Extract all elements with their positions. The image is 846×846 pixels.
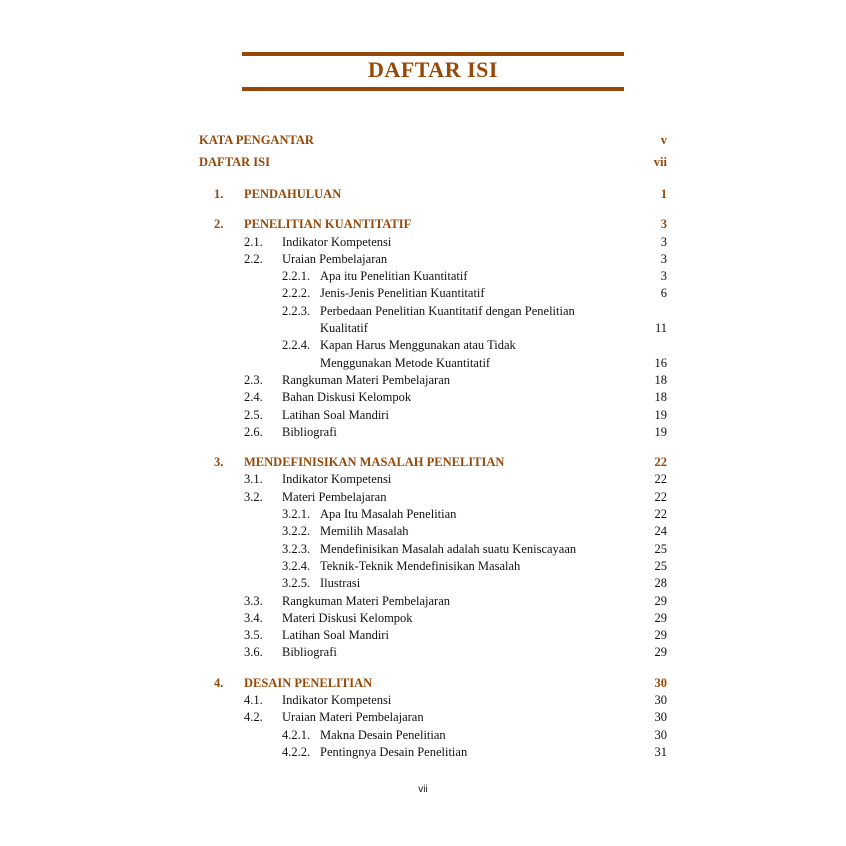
toc-entry-page: 22	[654, 455, 667, 470]
toc-entry-title: Apa Itu Masalah Penelitian	[320, 507, 457, 522]
toc-entry-title: PENDAHULUAN	[244, 187, 342, 201]
toc-entry[interactable]	[199, 355, 667, 372]
toc-entry-page: 1	[660, 187, 667, 201]
toc-entry[interactable]	[199, 407, 667, 424]
toc-entry-page: 29	[654, 628, 667, 643]
toc-entry[interactable]	[199, 727, 667, 744]
toc-entry[interactable]	[199, 692, 667, 709]
toc-entry-number: 3.5.	[244, 628, 263, 643]
toc-entry-title: Apa itu Penelitian Kuantitatif	[320, 269, 468, 284]
toc-entry[interactable]	[199, 523, 667, 540]
toc-entry-title: Menggunakan Metode Kuantitatif	[320, 355, 491, 370]
toc-entry-page: 22	[654, 489, 667, 504]
toc-entry-title: DAFTAR ISI	[199, 155, 270, 169]
toc-entry-page: 25	[654, 541, 667, 556]
toc-entry-page: v	[660, 133, 667, 147]
toc-entry-number: 2.4.	[244, 390, 263, 405]
toc-entry[interactable]	[199, 489, 667, 506]
toc-entry-number: 3.1.	[244, 472, 263, 487]
toc-entry[interactable]	[199, 303, 667, 320]
toc-entry[interactable]	[199, 744, 667, 761]
toc-entry-title: Memilih Masalah	[320, 524, 409, 539]
toc-entry[interactable]	[199, 129, 667, 151]
toc-entry[interactable]	[199, 541, 667, 558]
toc-entry[interactable]	[199, 389, 667, 406]
toc-entry[interactable]	[199, 558, 667, 575]
toc-entry-page: 29	[654, 645, 667, 660]
toc-entry[interactable]	[199, 251, 667, 268]
toc-entry[interactable]	[199, 234, 667, 251]
toc-entry-title: Latihan Soal Mandiri	[282, 628, 389, 643]
toc-entry-number: 2.	[214, 217, 224, 232]
toc-entry-title: Jenis-Jenis Penelitian Kuantitatif	[320, 286, 485, 301]
toc-entry-title: Teknik-Teknik Mendefinisikan Masalah	[320, 558, 521, 573]
toc-entry-number: 3.2.	[244, 489, 263, 504]
title-rule-top	[242, 52, 624, 56]
toc-entry-number: 4.	[214, 675, 224, 690]
toc-entry-number: 2.3.	[244, 372, 263, 387]
toc-entry[interactable]	[199, 506, 667, 523]
toc-entry-number: 2.1.	[244, 234, 263, 249]
toc-entry[interactable]	[199, 709, 667, 726]
toc-entry[interactable]	[199, 627, 667, 644]
toc-entry-page: 6	[660, 286, 667, 301]
toc-entry-title: Rangkuman Materi Pembelajaran	[282, 372, 450, 387]
toc-entry-title: Pentingnya Desain Penelitian	[320, 744, 468, 759]
toc-entry-page: 30	[654, 710, 667, 725]
toc-entry-title: KATA PENGANTAR	[199, 133, 314, 147]
toc-entry-title: Indikator Kompetensi	[282, 693, 392, 708]
toc-entry-page: 16	[654, 355, 667, 370]
toc-entry-number: 3.	[214, 455, 224, 470]
toc-entry-number: 2.6.	[244, 424, 263, 439]
toc-entry-title: Mendefinisikan Masalah adalah suatu Keniscayaan	[320, 541, 577, 556]
toc-entry-title: Indikator Kompetensi	[282, 472, 392, 487]
toc-entry-number: 2.2.	[244, 251, 263, 266]
toc-entry-page: 24	[654, 524, 667, 539]
toc-entry-title: Bahan Diskusi Kelompok	[282, 390, 412, 405]
toc-entry[interactable]	[199, 151, 667, 173]
toc-entry-page: 3	[660, 251, 667, 266]
toc-entry-number: 3.6.	[244, 645, 263, 660]
toc-entry-title: Perbedaan Penelitian Kuantitatif dengan Penelitian	[320, 303, 575, 318]
toc-entry-page: 18	[654, 372, 667, 387]
toc-entry-title: Rangkuman Materi Pembelajaran	[282, 593, 450, 608]
toc-entry[interactable]	[199, 320, 667, 337]
toc-entry-number: 4.2.	[244, 710, 263, 725]
toc-entry[interactable]	[199, 268, 667, 285]
toc-entry-page: 19	[654, 407, 667, 422]
toc-entry-page: 29	[654, 610, 667, 625]
toc-entry-number: 3.2.5.	[282, 576, 311, 591]
table-of-contents	[199, 129, 667, 761]
toc-entry[interactable]	[199, 424, 667, 441]
toc-chapter[interactable]	[199, 675, 667, 692]
toc-entry-page: 28	[654, 576, 667, 591]
toc-entry-page: vii	[653, 155, 667, 169]
toc-entry-number: 3.2.2.	[282, 524, 311, 539]
toc-entry-page: 18	[654, 390, 667, 405]
toc-entry-page: 29	[654, 593, 667, 608]
toc-entry-number: 4.2.1.	[282, 727, 311, 742]
toc-entry-page: 30	[654, 675, 667, 690]
toc-chapter[interactable]	[199, 454, 667, 471]
title-rule-bottom	[242, 87, 624, 91]
toc-entry-page: 22	[654, 507, 667, 522]
toc-entry-number: 2.2.2.	[282, 286, 311, 301]
toc-entry-page: 31	[654, 744, 667, 759]
page-number: vii	[418, 784, 428, 795]
toc-entry-number: 3.3.	[244, 593, 263, 608]
toc-entry-page: 3	[660, 234, 667, 249]
toc-entry-title: Kualitatif	[320, 321, 368, 336]
toc-entry[interactable]	[199, 644, 667, 661]
toc-entry-number: 3.4.	[244, 610, 263, 625]
toc-chapter[interactable]	[199, 216, 667, 233]
toc-entry-title: DESAIN PENELITIAN	[244, 675, 373, 690]
toc-entry[interactable]	[199, 285, 667, 302]
toc-entry-page: 11	[654, 321, 667, 336]
toc-entry-number: 3.2.1.	[282, 507, 311, 522]
toc-entry-title: Latihan Soal Mandiri	[282, 407, 389, 422]
toc-entry-title: MENDEFINISIKAN MASALAH PENELITIAN	[244, 455, 505, 470]
toc-entry-title: Kapan Harus Menggunakan atau Tidak	[320, 338, 516, 353]
toc-entry-title: Materi Pembelajaran	[282, 489, 387, 504]
toc-entry-title: Uraian Materi Pembelajaran	[282, 710, 424, 725]
toc-entry-page: 30	[654, 727, 667, 742]
toc-entry-number: 2.2.3.	[282, 303, 311, 318]
toc-entry-number: 4.2.2.	[282, 744, 311, 759]
toc-entry-page: 25	[654, 558, 667, 573]
toc-chapter[interactable]	[199, 186, 667, 203]
toc-entry-number: 4.1.	[244, 693, 263, 708]
page-title: DAFTAR ISI	[368, 57, 498, 82]
toc-entry-title: Uraian Pembelajaran	[282, 251, 388, 266]
toc-entry-page: 3	[660, 217, 667, 232]
toc-entry-title: Makna Desain Penelitian	[320, 727, 446, 742]
toc-entry-title: Bibliografi	[282, 424, 337, 439]
toc-entry[interactable]	[199, 593, 667, 610]
toc-entry-number: 3.2.3.	[282, 541, 311, 556]
toc-entry-page: 19	[654, 424, 667, 439]
toc-entry[interactable]	[199, 610, 667, 627]
toc-entry-page: 3	[660, 269, 667, 284]
toc-entry-page: 30	[654, 693, 667, 708]
toc-entry[interactable]	[199, 575, 667, 592]
toc-entry[interactable]	[199, 471, 667, 488]
toc-entry-page: 22	[654, 472, 667, 487]
toc-entry-number: 2.2.4.	[282, 338, 311, 353]
toc-entry[interactable]	[199, 372, 667, 389]
toc-entry-number: 2.5.	[244, 407, 263, 422]
toc-entry-number: 3.2.4.	[282, 558, 311, 573]
toc-entry-title: Ilustrasi	[320, 576, 361, 591]
toc-entry[interactable]	[199, 337, 667, 354]
toc-entry-number: 2.2.1.	[282, 269, 311, 284]
toc-entry-title: Materi Diskusi Kelompok	[282, 610, 413, 625]
toc-entry-title: PENELITIAN KUANTITATIF	[244, 217, 412, 232]
toc-entry-number: 1.	[214, 187, 224, 201]
toc-entry-title: Indikator Kompetensi	[282, 234, 392, 249]
toc-entry-title: Bibliografi	[282, 645, 337, 660]
